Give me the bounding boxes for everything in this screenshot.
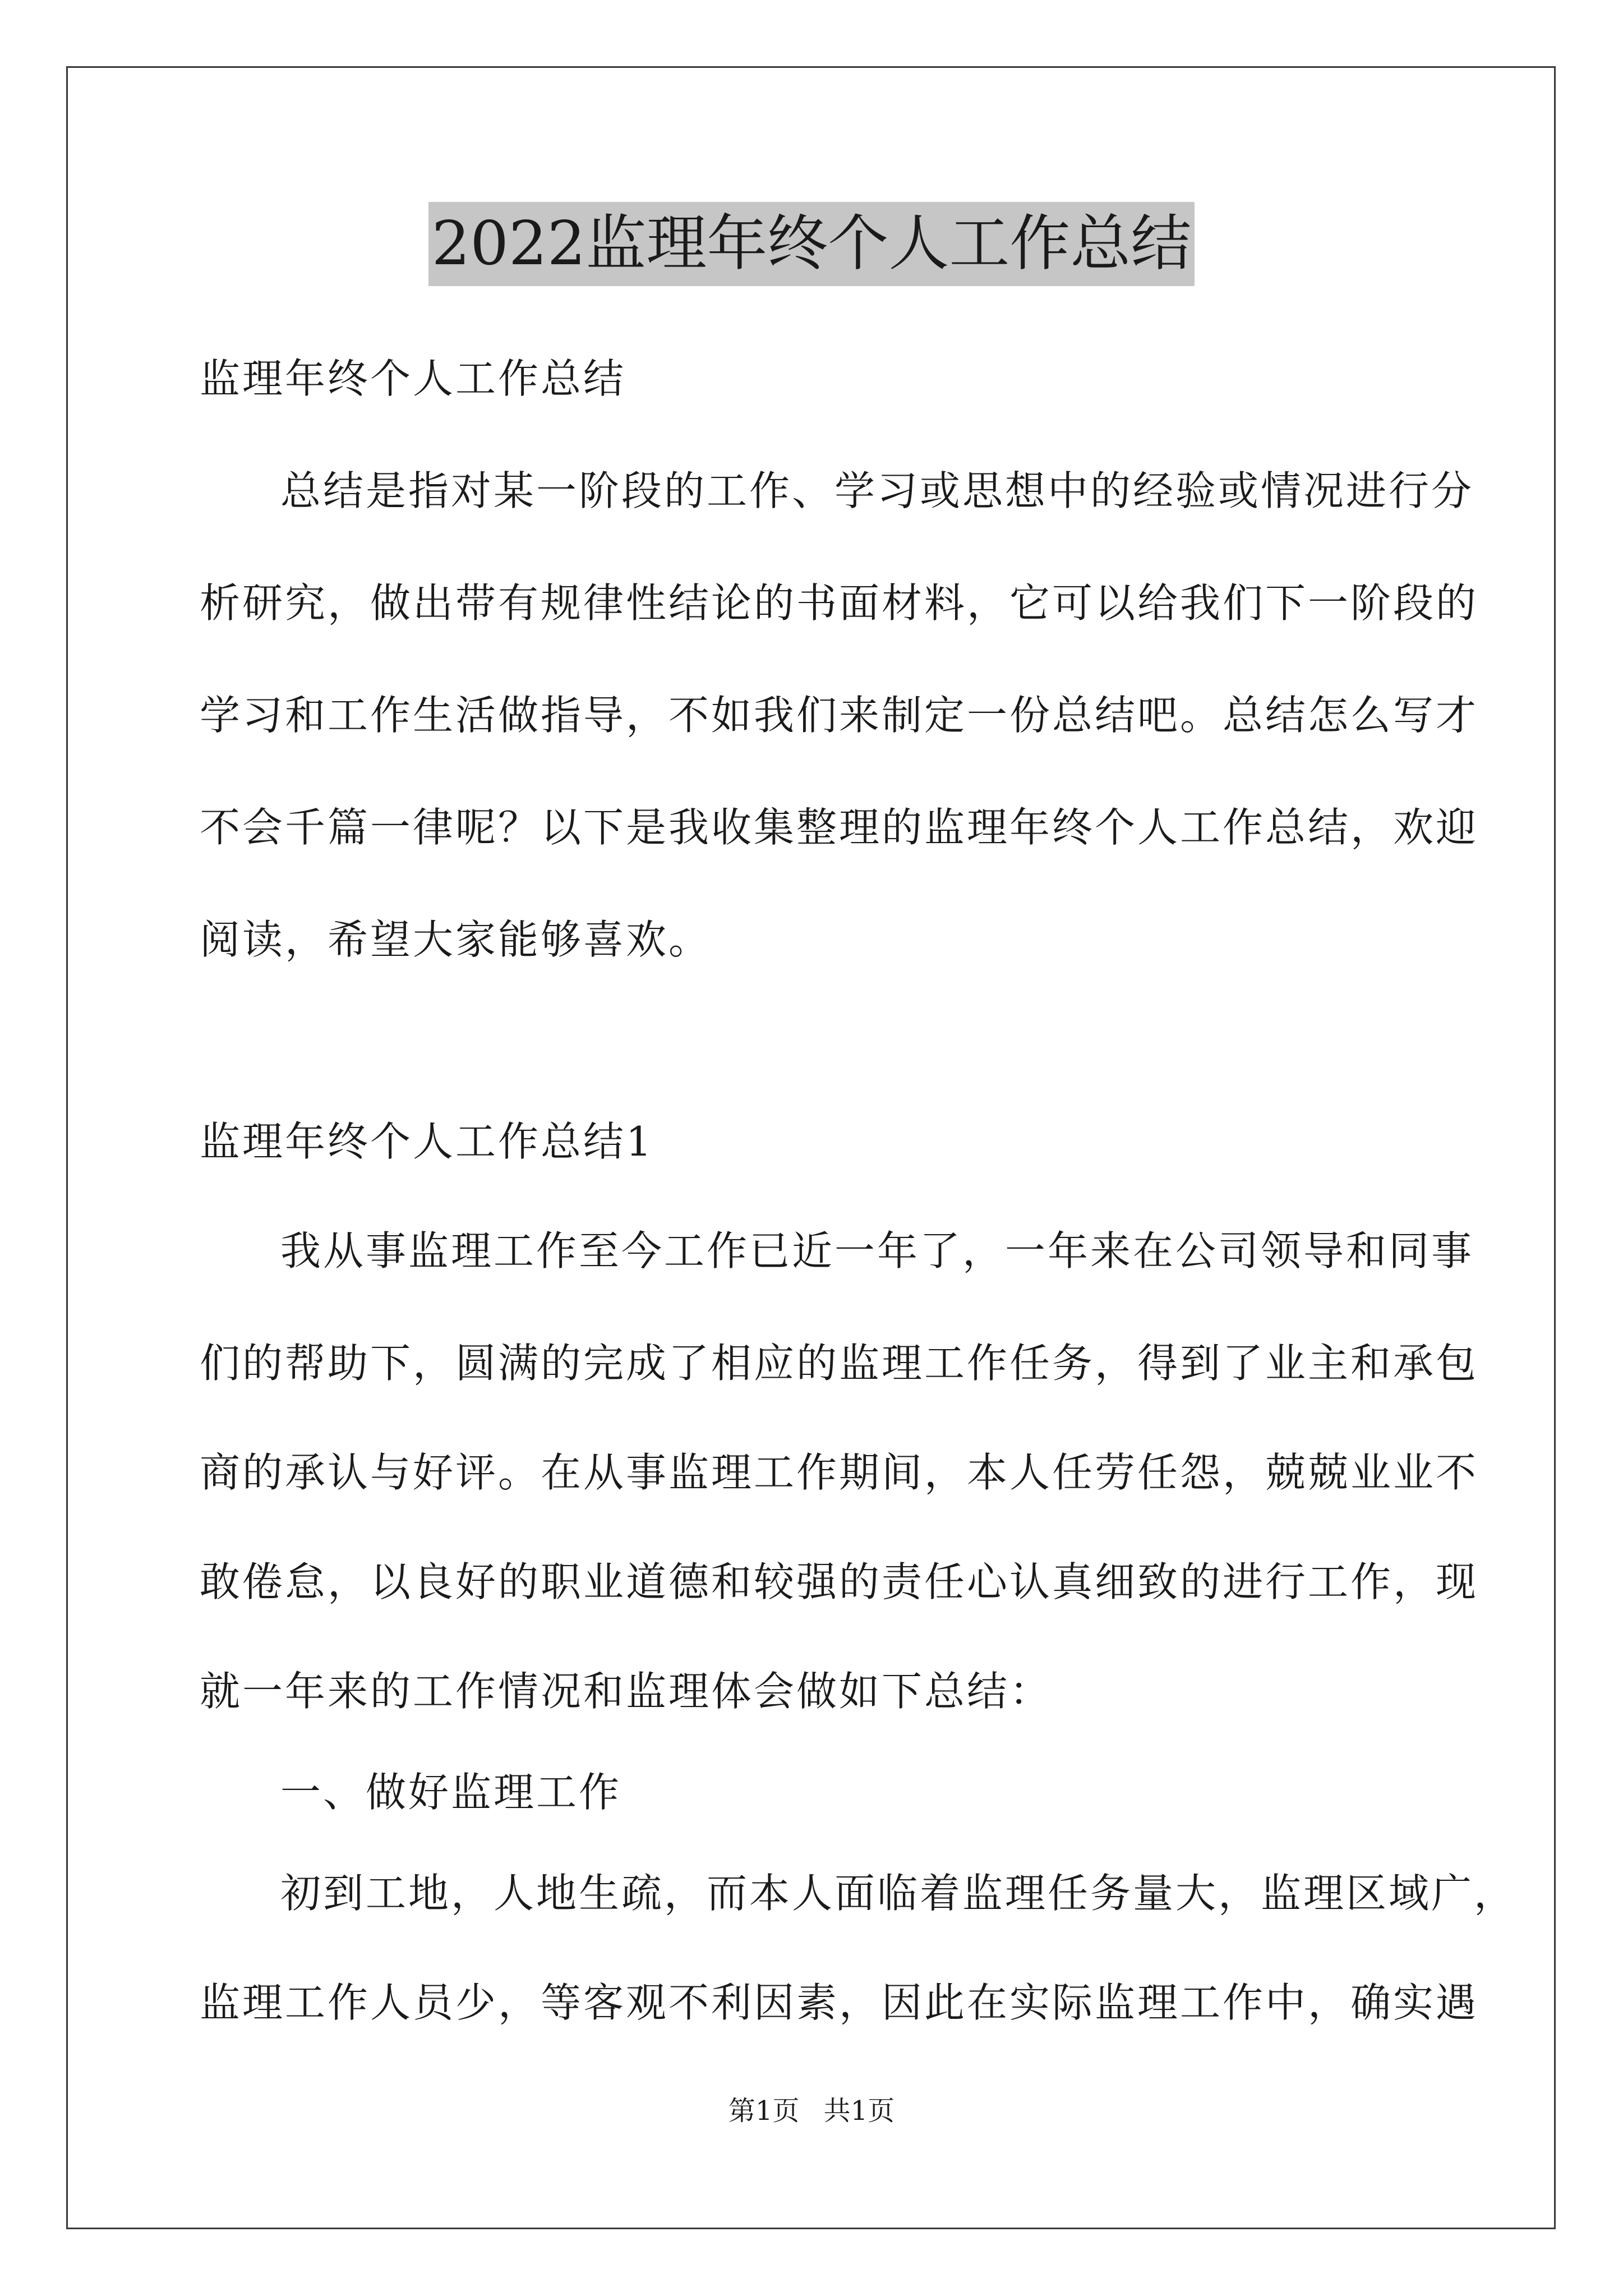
paragraph-line: 就一年来的工作情况和监理体会做如下总结： bbox=[200, 1668, 1053, 1715]
section-heading: 监理年终个人工作总结1 bbox=[200, 1118, 654, 1165]
paragraph-line: 阅读，希望大家能够喜欢。 bbox=[200, 916, 712, 963]
paragraph-line: 监理工作人员少，等客观不利因素，因此在实际监理工作中，确实遇 bbox=[200, 1979, 1479, 2026]
paragraph-line: 初到工地，人地生疏，而本人面临着监理任务量大，监理区域广， bbox=[280, 1870, 1517, 1917]
page-number: 第1页 bbox=[728, 2095, 800, 2127]
page-footer bbox=[0, 2091, 1623, 2131]
title-block bbox=[0, 202, 1623, 286]
subsection-heading: 一、做好监理工作 bbox=[280, 1769, 622, 1816]
heading-intro: 监理年终个人工作总结 bbox=[200, 355, 626, 402]
document-title: 2022监理年终个人工作总结 bbox=[428, 202, 1195, 286]
paragraph-line: 不会千篇一律呢？以下是我收集整理的监理年终个人工作总结，欢迎 bbox=[200, 804, 1479, 851]
paragraph-line: 们的帮助下，圆满的完成了相应的监理工作任务，得到了业主和承包 bbox=[200, 1340, 1479, 1387]
paragraph-line: 我从事监理工作至今工作已近一年了，一年来在公司领导和同事 bbox=[280, 1227, 1474, 1274]
page-total: 共1页 bbox=[823, 2095, 895, 2127]
paragraph-line: 析研究，做出带有规律性结论的书面材料，它可以给我们下一阶段的 bbox=[200, 579, 1479, 627]
paragraph-line: 总结是指对某一阶段的工作、学习或思想中的经验或情况进行分 bbox=[280, 467, 1474, 514]
paragraph-line: 学习和工作生活做指导，不如我们来制定一份总结吧。总结怎么写才 bbox=[200, 692, 1479, 739]
paragraph-line: 敢倦怠，以良好的职业道德和较强的责任心认真细致的进行工作，现 bbox=[200, 1558, 1479, 1605]
paragraph-line: 商的承认与好评。在从事监理工作期间，本人任劳任怨，兢兢业业不 bbox=[200, 1449, 1479, 1496]
